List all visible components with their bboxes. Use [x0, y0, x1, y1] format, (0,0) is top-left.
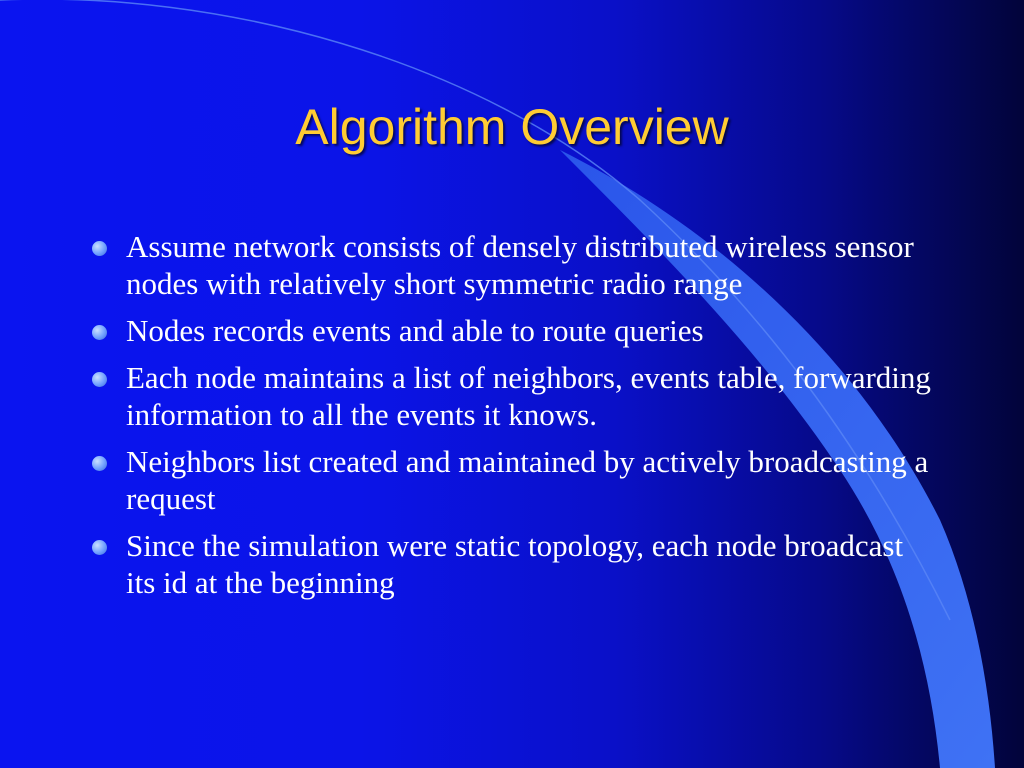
bullet-list — [90, 228, 940, 611]
bullet-dot-icon — [92, 325, 107, 340]
slide-title: Algorithm Overview — [295, 99, 729, 155]
bullet-item — [90, 228, 940, 302]
bullet-item — [90, 443, 940, 517]
bullet-text: Neighbors list created and maintained by actively broadcasting a request — [126, 444, 929, 516]
bullet-dot-icon — [92, 241, 107, 256]
bullet-text: Assume network consists of densely distributed wireless sensor nodes with relatively short symmetric radio range — [126, 229, 914, 301]
bullet-item — [90, 359, 940, 433]
bullet-item — [90, 312, 940, 349]
bullet-item — [90, 527, 940, 601]
bullet-text: Since the simulation were static topology, each node broadcast its id at the beginning — [126, 528, 904, 600]
bullet-dot-icon — [92, 372, 107, 387]
bullet-dot-icon — [92, 456, 107, 471]
bullet-dot-icon — [92, 540, 107, 555]
bullet-text: Nodes records events and able to route queries — [126, 313, 704, 348]
bullet-text: Each node maintains a list of neighbors, events table, forwarding information to all the events it knows. — [126, 360, 931, 432]
